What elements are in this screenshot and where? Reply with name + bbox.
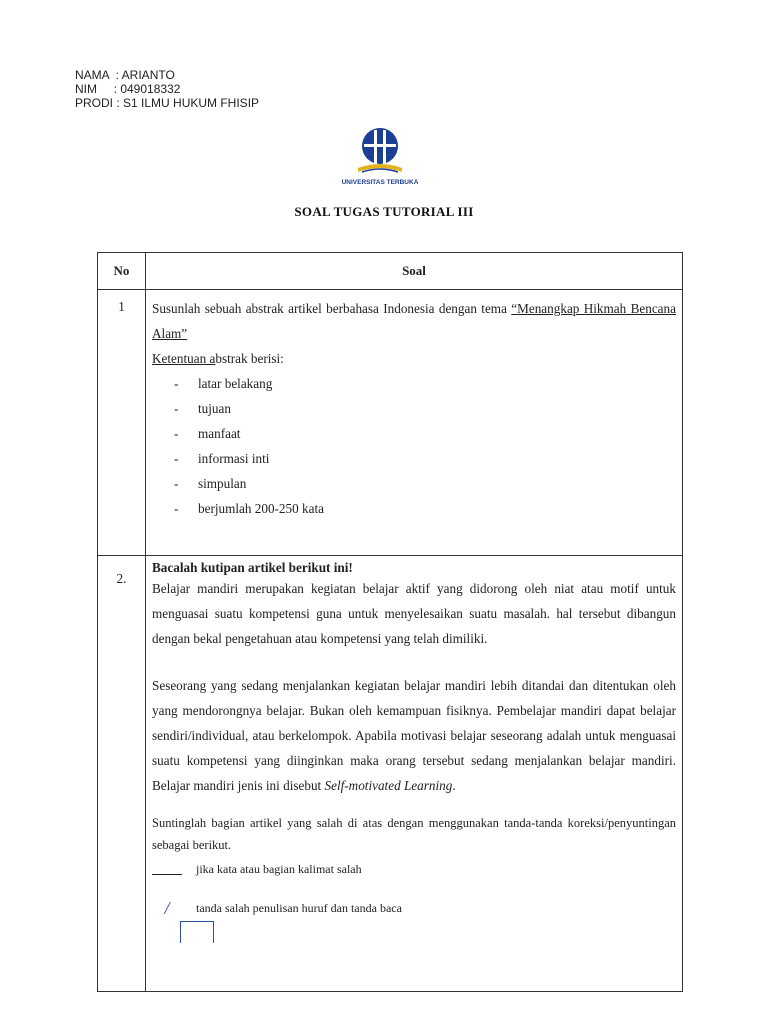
list-item: - informasi inti <box>174 446 676 471</box>
legend-slash <box>152 899 676 917</box>
article-paragraph-1: Belajar mandiri merupakan kegiatan belajar aktif yang didorong oleh niat atau motif untuk menguasai suatu kompetensi guna untuk menyelesaikan suatu masalah. hal tersebut dibangun dengan bekal pengetahuan atau kompetensi yang telah dimiliki. <box>152 581 676 646</box>
paragraph-2-text: Seseorang yang sedang menjalankan kegiatan belajar mandiri lebih ditandai dan ditentukan oleh yang mendorongnya belajar. Bukan oleh kemampuan fisiknya. Pembelajar mandiri dapat belajar sendiri/individual, atau berkelompok. Apabila motivasi belajar seseorang adalah untuk menguasai suatu kompetensi yang diinginkan maka orang tersebut sedang menjalankan belajar mandiri. Belajar mandiri jenis ini disebut <box>152 678 676 793</box>
student-name: NAMA : ARIANTO <box>75 68 175 82</box>
question-1-theme: “Menangkap Hikmah Bencana Alam” <box>152 301 676 341</box>
paragraph-2-term: Self-motivated Learning <box>324 778 453 793</box>
question-1-prompt <box>152 296 676 346</box>
table-header-row <box>98 253 683 290</box>
list-item: - berjumlah 200-250 kata <box>174 496 676 521</box>
ketentuan-rest: bstrak berisi: <box>215 351 284 366</box>
student-prodi: PRODI : S1 ILMU HUKUM FHISIP <box>75 96 260 110</box>
logo-text: UNIVERSITAS TERBUKA <box>341 179 419 186</box>
list-item: - manfaat <box>174 421 676 446</box>
universitas-terbuka-logo <box>328 124 432 190</box>
question-table <box>97 252 683 992</box>
header-no: No <box>98 253 146 290</box>
university-emblem-icon <box>328 124 432 190</box>
legend-slash-label: tanda salah penulisan huruf dan tanda baca <box>196 900 402 915</box>
question-content <box>146 556 683 992</box>
list-item: - tujuan <box>174 396 676 421</box>
header-soal: Soal <box>146 253 683 290</box>
table-row <box>98 556 683 992</box>
ketentuan-underlined: Ketentuan a <box>152 351 216 366</box>
student-nim: NIM : 049018332 <box>75 82 181 96</box>
question-2-heading: Bacalah kutipan artikel berikut ini! <box>152 560 353 575</box>
slash-mark-icon: / <box>164 898 170 918</box>
requirement-list <box>152 371 676 521</box>
list-item: - simpulan <box>174 471 676 496</box>
question-number: 2. <box>98 556 146 992</box>
article-paragraph-2 <box>152 673 676 798</box>
table-row <box>98 290 683 556</box>
legend-underline <box>152 862 676 877</box>
question-content <box>146 290 683 556</box>
legend-underline-label: jika kata atau bagian kalimat salah <box>196 862 362 876</box>
document-title: SOAL TUGAS TUTORIAL III <box>294 204 474 219</box>
question-number: 1 <box>98 290 146 556</box>
bracket-mark-icon <box>180 921 214 943</box>
student-info <box>75 68 259 110</box>
ketentuan-label <box>152 346 676 371</box>
list-item: - latar belakang <box>174 371 676 396</box>
paragraph-2-end: . <box>452 778 456 793</box>
question-1-text: Susunlah sebuah abstrak artikel berbahasa Indonesia dengan tema <box>152 301 512 316</box>
underline-mark-icon <box>152 864 182 875</box>
editing-instruction: Suntinglah bagian artikel yang salah di atas dengan menggunakan tanda-tanda koreksi/penyuntingan sebagai berikut. <box>152 816 676 852</box>
